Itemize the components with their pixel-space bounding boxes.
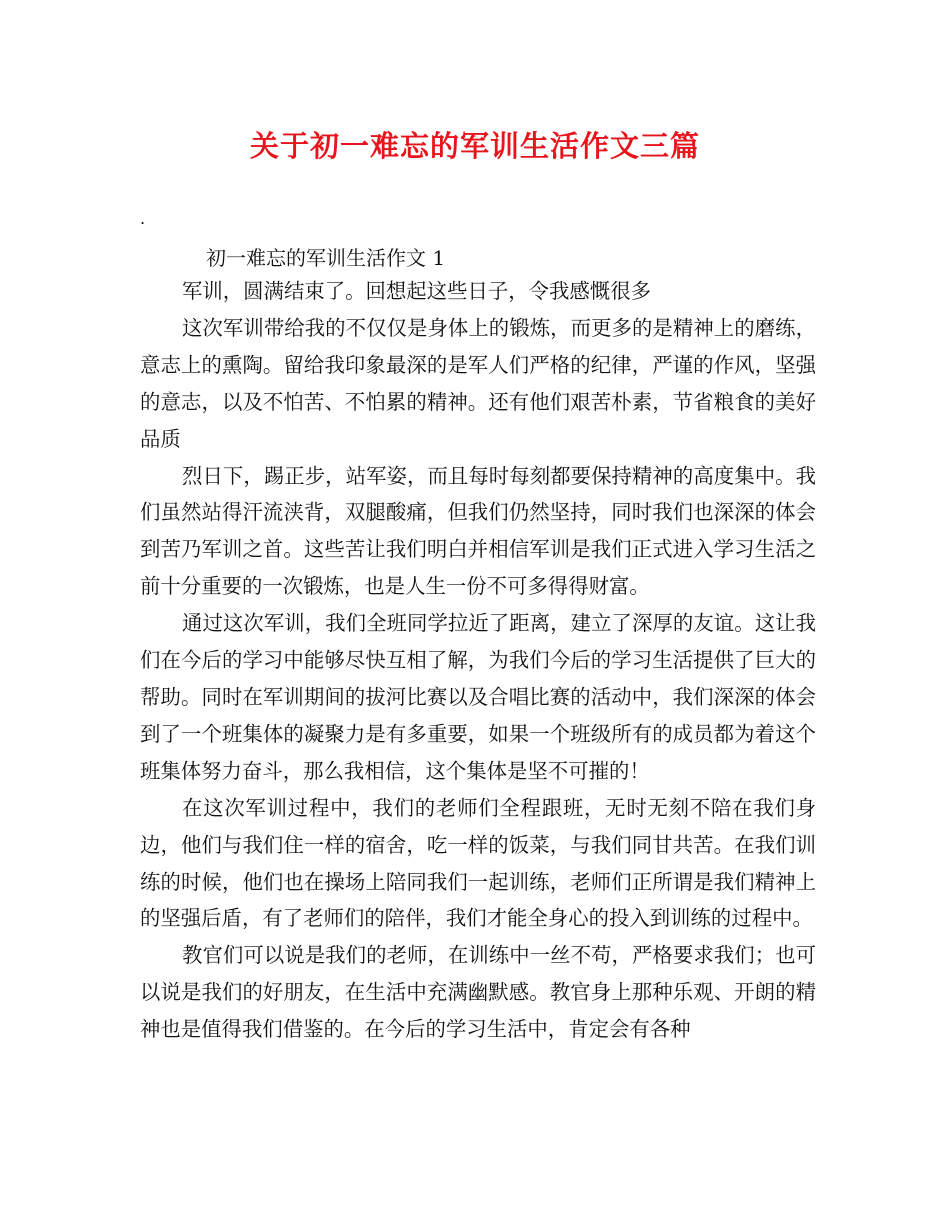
paragraph: 在这次军训过程中，我们的老师们全程跟班，无时无刻不陪在我们身边，他们与我们住一样的宿舍，吃一样的饭菜，与我们同甘共苦。在我们训练的时候，他们也在操场上陪同我们一起训练，老师们正所谓是我们精神上的坚强后盾，有了老师们的陪伴，我们才能全身心的投入到训练的过程中。 <box>140 795 816 931</box>
paragraph: 这次军训带给我的不仅仅是身体上的锻炼，而更多的是精神上的磨练，意志上的熏陶。留给我印象最深的是军人们严格的纪律，严谨的作风，坚强的意志，以及不怕苦、不怕累的精神。还有他们艰苦朴素，节省粮食的美好品质 <box>140 315 816 451</box>
paragraph: 军训，圆满结束了。回想起这些日子，令我感慨很多 <box>182 279 651 303</box>
document-title: 关于初一难忘的军训生活作文三篇 <box>249 129 700 163</box>
essay-body <box>140 273 816 1048</box>
leading-dot: . <box>140 209 146 228</box>
paragraph: 教官们可以说是我们的老师，在训练中一丝不苟，严格要求我们；也可以说是我们的好朋友，在生活中充满幽默感。教官身上那种乐观、开朗的精神也是值得我们借鉴的。在今后的学习生活中，肯定会有各种 <box>140 943 816 1042</box>
essay-subtitle: 初一难忘的军训生活作文 1 <box>206 246 446 270</box>
paragraph: 烈日下，踢正步，站军姿，而且每时每刻都要保持精神的高度集中。我们虽然站得汗流浃背，双腿酸痛，但我们仍然坚持，同时我们也深深的体会到苦乃军训之首。这些苦让我们明白并相信军训是我们正式进入学习生活之前十分重要的一次锻炼，也是人生一份不可多得得财富。 <box>140 463 816 599</box>
paragraph: 通过这次军训，我们全班同学拉近了距离，建立了深厚的友谊。这让我们在今后的学习中能够尽快互相了解，为我们今后的学习生活提供了巨大的帮助。同时在军训期间的拔河比赛以及合唱比赛的活动中，我们深深的体会到了一个班集体的凝聚力是有多重要，如果一个班级所有的成员都为着这个班集体努力奋斗，那么我相信，这个集体是坚不可摧的！ <box>140 611 816 783</box>
